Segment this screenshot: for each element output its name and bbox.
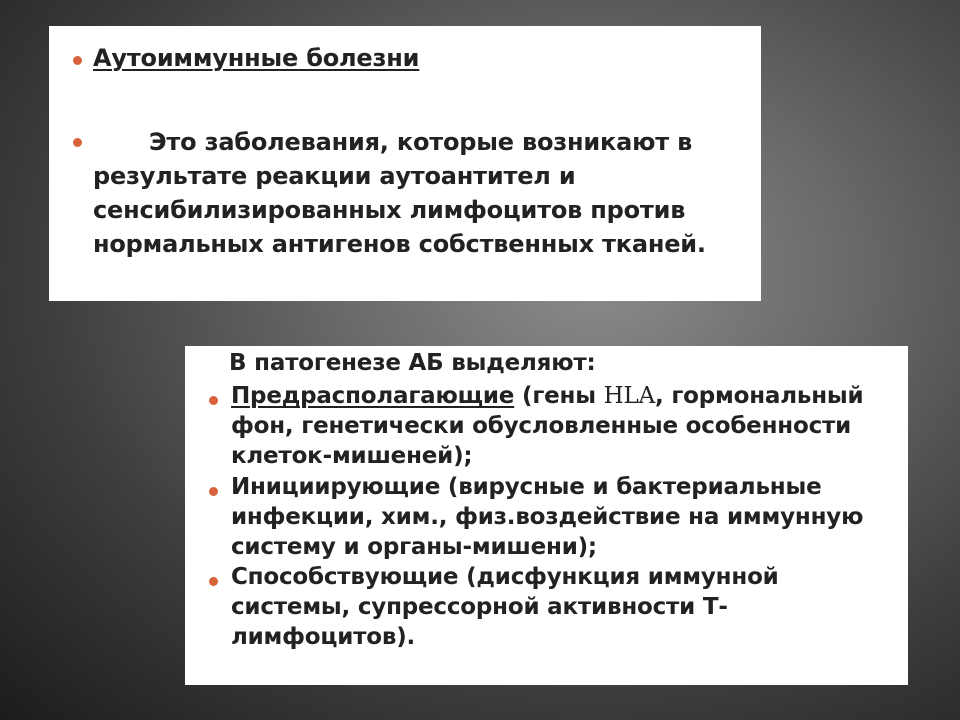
initiating-line: Инициирующие (вирусные и бактериальные	[231, 474, 822, 500]
definition-box	[49, 26, 761, 301]
definition-line: Это заболевания, которые возникают в	[149, 128, 693, 156]
contributing-line: системы, супрессорной активности Т-	[231, 594, 728, 620]
predisposing-line: фон, генетически обусловленные особенности	[231, 413, 852, 439]
bullet-icon	[209, 396, 218, 405]
initiating-line: систему и органы-мишени);	[231, 534, 597, 560]
contributing-line: Способствующие (дисфункция иммунной	[231, 564, 779, 590]
pathogenesis-intro: В патогенезе АБ выделяют:	[229, 350, 596, 376]
predisposing-factors-line	[231, 383, 863, 409]
hla-text: HLA	[603, 383, 655, 409]
predisposing-line: клеток-мишеней);	[231, 443, 473, 469]
contributing-line: лимфоцитов).	[231, 624, 416, 650]
bullet-icon	[73, 138, 82, 147]
heading-autoimmune-diseases: Аутоиммунные болезни	[93, 44, 420, 72]
definition-line: сенсибилизированных лимфоцитов против	[93, 196, 686, 224]
initiating-line: инфекции, хим., физ.воздействие на иммунную	[231, 504, 864, 530]
predisposing-title: Предрасполагающие	[231, 383, 515, 409]
bullet-icon	[209, 577, 218, 586]
definition-line: нормальных антигенов собственных тканей.	[93, 230, 706, 258]
predisposing-text: , гормональный	[654, 383, 864, 409]
pathogenesis-box	[185, 346, 908, 685]
bullet-icon	[209, 487, 218, 496]
definition-line: результате реакции аутоантител и	[93, 162, 576, 190]
predisposing-text: (гены	[514, 383, 604, 409]
bullet-icon	[73, 56, 82, 65]
